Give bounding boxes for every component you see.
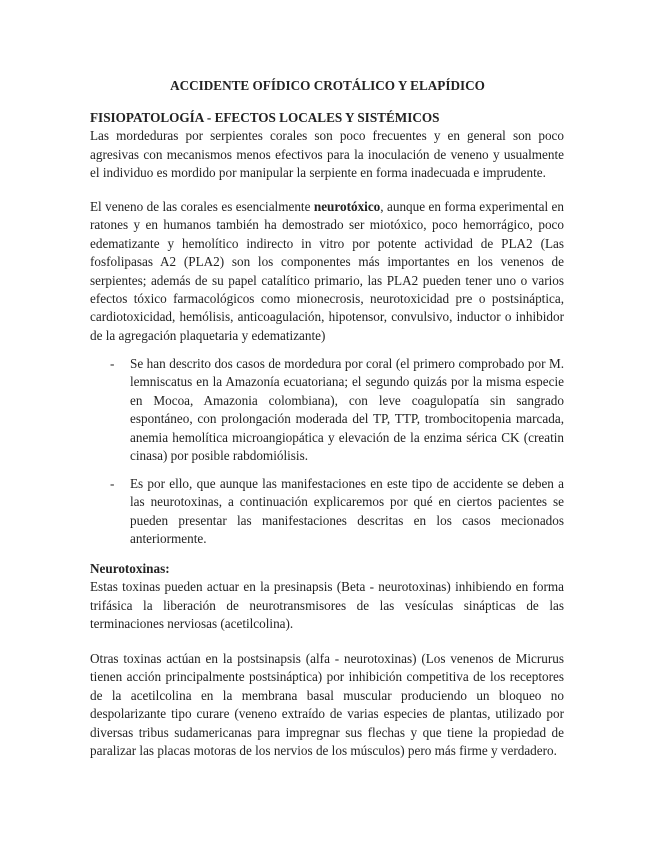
- paragraph-text: , aunque en forma experimental en ratones y en humanos también ha demostrado ser miotóxico, poco hemorrágico, poco edematizante y hemolítico indirecto in vitro por potente actividad de PLA2 (Las fosfolipasas A2 (PLA2) son los componentes más importantes en los venenos de serpientes; además de su papel catalítico primario, las PLA2 pueden tener uno o varios efectos tóxico farmacológicos como mionecrosis, neurotoxicidad pre o postsináptica, cardiotoxicidad, hemólisis, anticoagulación, hipotensor, convulsivo, inductor o inhibidor de la agregación plaquetaria y edematizante): [90, 199, 564, 343]
- paragraph-postsynaptic: Otras toxinas actúan en la postsinapsis (alfa - neurotoxinas) (Los venenos de Micrurus tienen acción principalmente postsináptica) por inhibición competitiva de los receptores de la acetilcolina en la membrana basal muscular produciendo un bloqueo no despolarizante tipo curare (veneno extraído de varias especies de plantas, utilizado por diversas tribus sudamericanas para impregnar sus flechas y que tiene la propiedad de paralizar las placas motoras de los nervios de los músculos) pero más firme y verdadero.: [90, 651, 564, 759]
- bullet-item: Es por ello, que aunque las manifestaciones en este tipo de accidente se deben a las neurotoxinas, a continuación explicaremos por qué en ciertos pacientes se pueden presentar las manifestaciones descritas en los casos mecionados anteriormente.: [130, 476, 564, 547]
- paragraph: Las mordeduras por serpientes corales son poco frecuentes y en general son poco agresivas con mecanismos menos efectivos para la inoculación de veneno y usualmente el individuo es mordido por manipular la serpiente en forma inadecuada e imprudente.: [90, 128, 564, 181]
- bullet-item: Se han descrito dos casos de mordedura por coral (el primero comprobado por M. lemniscatus en la Amazonía ecuatoriana; el segundo quizás por la misma especie en Mocoa, Amazonia colombiana), con leve coagulopatía sin sangrado espontáneo, con prolongación moderada del TP, TTP, trombocitopenia marcada, anemia hemolítica microangiopática y elevación de la enzima sérica CK (creatin cinasa) por posible rabdomiólisis.: [130, 356, 564, 464]
- paragraph: Estas toxinas pueden actuar en la presinapsis (Beta - neurotoxinas) inhibiendo en forma trifásica la liberación de neurotransmisores de las vesículas sinápticas de las terminaciones nerviosas (acetilcolina).: [90, 579, 564, 632]
- document-title: ACCIDENTE OFÍDICO CROTÁLICO Y ELAPÍDICO: [170, 78, 485, 93]
- bold-term: neurotóxico: [313, 199, 381, 214]
- bullet-marker: -: [110, 356, 115, 371]
- bullet-marker: -: [110, 476, 115, 491]
- section-heading: Neurotoxinas:: [90, 561, 170, 576]
- paragraph-venom: [90, 198, 564, 345]
- section-heading: FISIOPATOLOGÍA - EFECTOS LOCALES Y SISTÉMICOS: [90, 110, 440, 125]
- section-neurotoxins: [90, 560, 564, 634]
- section-physiopathology: [90, 109, 564, 183]
- paragraph-text: El veneno de las corales es esencialmente: [90, 199, 314, 214]
